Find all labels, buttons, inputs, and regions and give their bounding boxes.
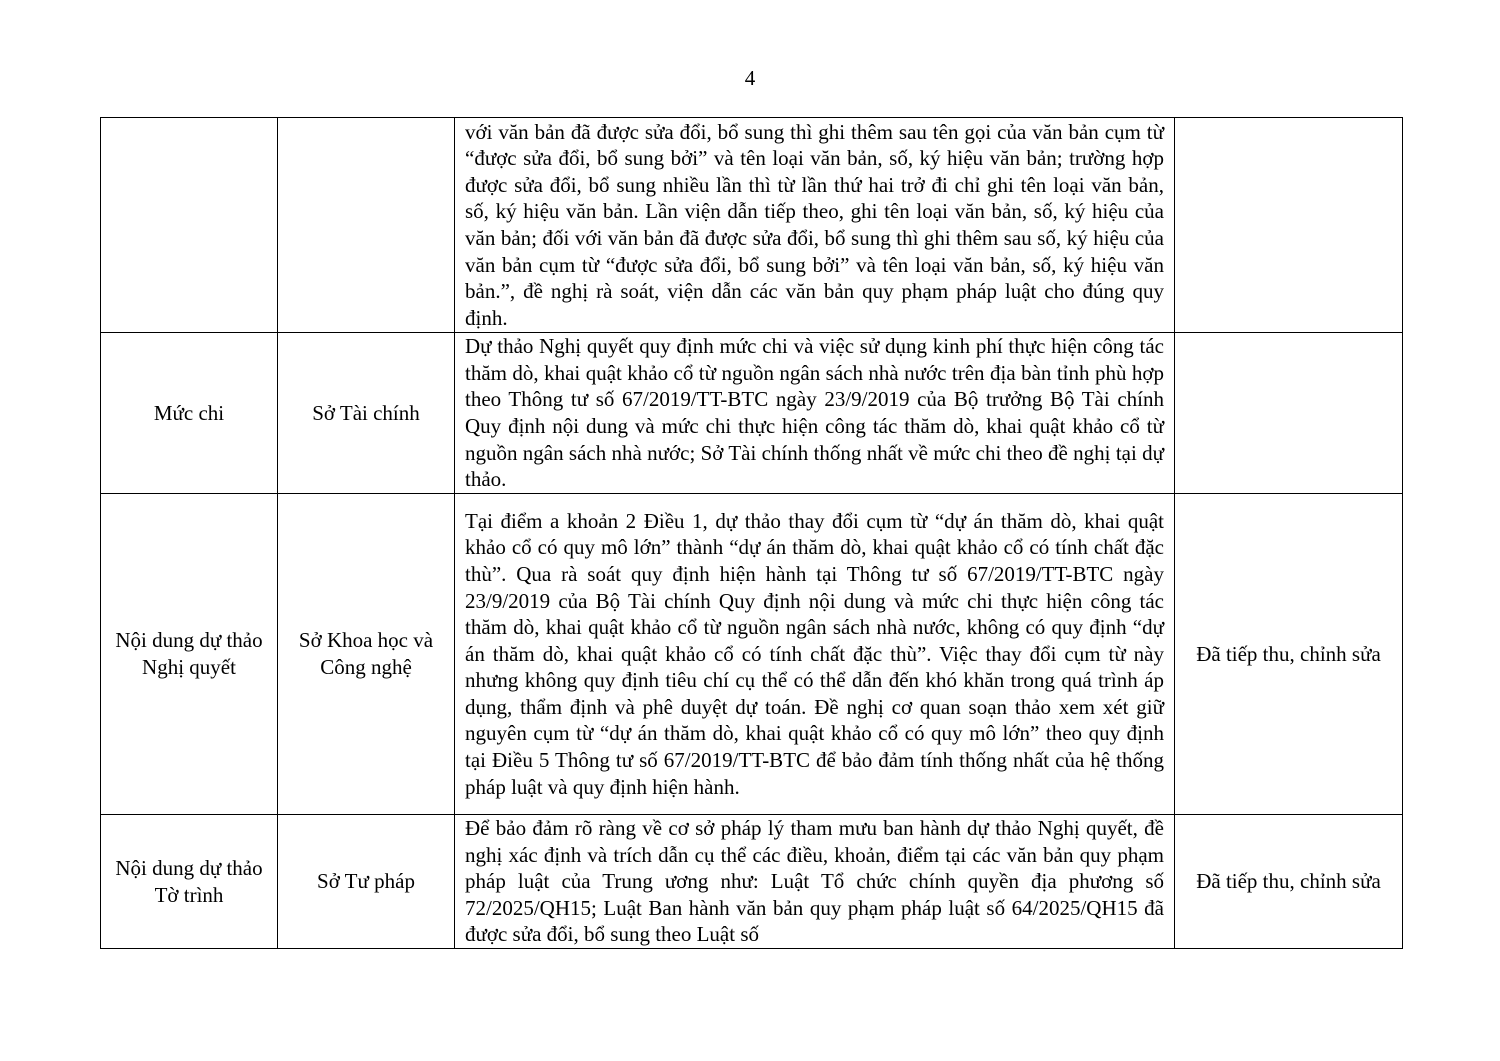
content-cell — [455, 118, 1175, 333]
table-row — [101, 333, 1403, 494]
content-text: Tại điểm a khoản 2 Điều 1, dự thảo thay đổi cụm từ “dự án thăm dò, khai quật khảo cổ có quy mô lớn” thành “dự án thăm dò, khai quật khảo cổ có tính chất đặc thù”. Qua rà soát quy định hiện hành tại Thông tư số 67/2019/TT-BTC ngày 23/9/2019 của Bộ Tài chính Quy định nội dung và mức chi thực hiện công tác thăm dò, khai quật khảo cổ từ nguồn ngân sách nhà nước, không có quy định “dự án thăm dò, khai quật khảo cổ có tính chất đặc thù”. Việc thay đổi cụm từ này nhưng không quy định tiêu chí cụ thể có thể dẫn đến khó khăn trong quá trình áp dụng, thẩm định và phê duyệt dự toán. Đề nghị cơ quan soạn thảo xem xét giữ nguyên cụm từ “dự án thăm dò, khai quật khảo cổ có quy mô lớn” theo quy định tại Điều 5 Thông tư số 67/2019/TT-BTC để bảo đảm tính thống nhất của hệ thống pháp luật và quy định hiện hành. — [465, 508, 1164, 799]
agency-cell: Sở Khoa học và Công nghệ — [278, 494, 455, 815]
topic-cell — [101, 118, 278, 333]
topic-cell: Mức chi — [101, 333, 278, 494]
topic-cell: Nội dung dự thảo Tờ trình — [101, 815, 278, 949]
content-text: với văn bản đã được sửa đổi, bổ sung thì ghi thêm sau tên gọi của văn bản cụm từ “được sửa đổi, bổ sung bởi” và tên loại văn bản, số, ký hiệu văn bản; trường hợp được sửa đổi, bổ sung nhiều lần thì từ lần thứ hai trở đi chỉ ghi tên loại văn bản, số, ký hiệu văn bản. Lần viện dẫn tiếp theo, ghi tên loại văn bản, số, ký hiệu của văn bản; đối với văn bản đã được sửa đổi, bổ sung thì ghi thêm sau số, ký hiệu của văn bản cụm từ “được sửa đổi, bổ sung bởi” và tên loại văn bản, số, ký hiệu văn bản.”, đề nghị rà soát, viện dẫn các văn bản quy phạm pháp luật cho đúng quy định. — [465, 119, 1164, 330]
content-text: Dự thảo Nghị quyết quy định mức chi và việc sử dụng kinh phí thực hiện công tác thăm dò, khai quật khảo cổ từ nguồn ngân sách nhà nước trên địa bàn tỉnh phù hợp theo Thông tư số 67/2019/TT-BTC ngày 23/9/2019 của Bộ trưởng Bộ Tài chính Quy định nội dung và mức chi thực hiện công tác thăm dò, khai quật khảo cổ từ nguồn ngân sách nhà nước; Sở Tài chính thống nhất về mức chi theo đề nghị tại dự thảo. — [465, 334, 1164, 492]
content-cell — [455, 494, 1175, 815]
result-cell — [1175, 333, 1403, 494]
content-cell — [455, 815, 1175, 949]
feedback-table — [100, 117, 1403, 949]
agency-cell — [278, 118, 455, 333]
content-cell — [455, 333, 1175, 494]
agency-cell: Sở Tài chính — [278, 333, 455, 494]
table-row — [101, 118, 1403, 333]
result-cell: Đã tiếp thu, chỉnh sửa — [1175, 815, 1403, 949]
content-text: Để bảo đảm rõ ràng về cơ sở pháp lý tham mưu ban hành dự thảo Nghị quyết, đề nghị xác định và trích dẫn cụ thể các điều, khoản, điểm tại các văn bản quy phạm pháp luật của Trung ương như: Luật Tổ chức chính quyền địa phương số 72/2025/QH15; Luật Ban hành văn bản quy phạm pháp luật số 64/2025/QH15 đã được sửa đổi, bổ sung theo Luật số — [465, 816, 1164, 947]
table-row — [101, 494, 1403, 815]
table-row — [101, 815, 1403, 949]
agency-cell: Sở Tư pháp — [278, 815, 455, 949]
result-cell — [1175, 118, 1403, 333]
page-number: 4 — [744, 66, 756, 90]
topic-cell: Nội dung dự thảo Nghị quyết — [101, 494, 278, 815]
result-cell: Đã tiếp thu, chỉnh sửa — [1175, 494, 1403, 815]
